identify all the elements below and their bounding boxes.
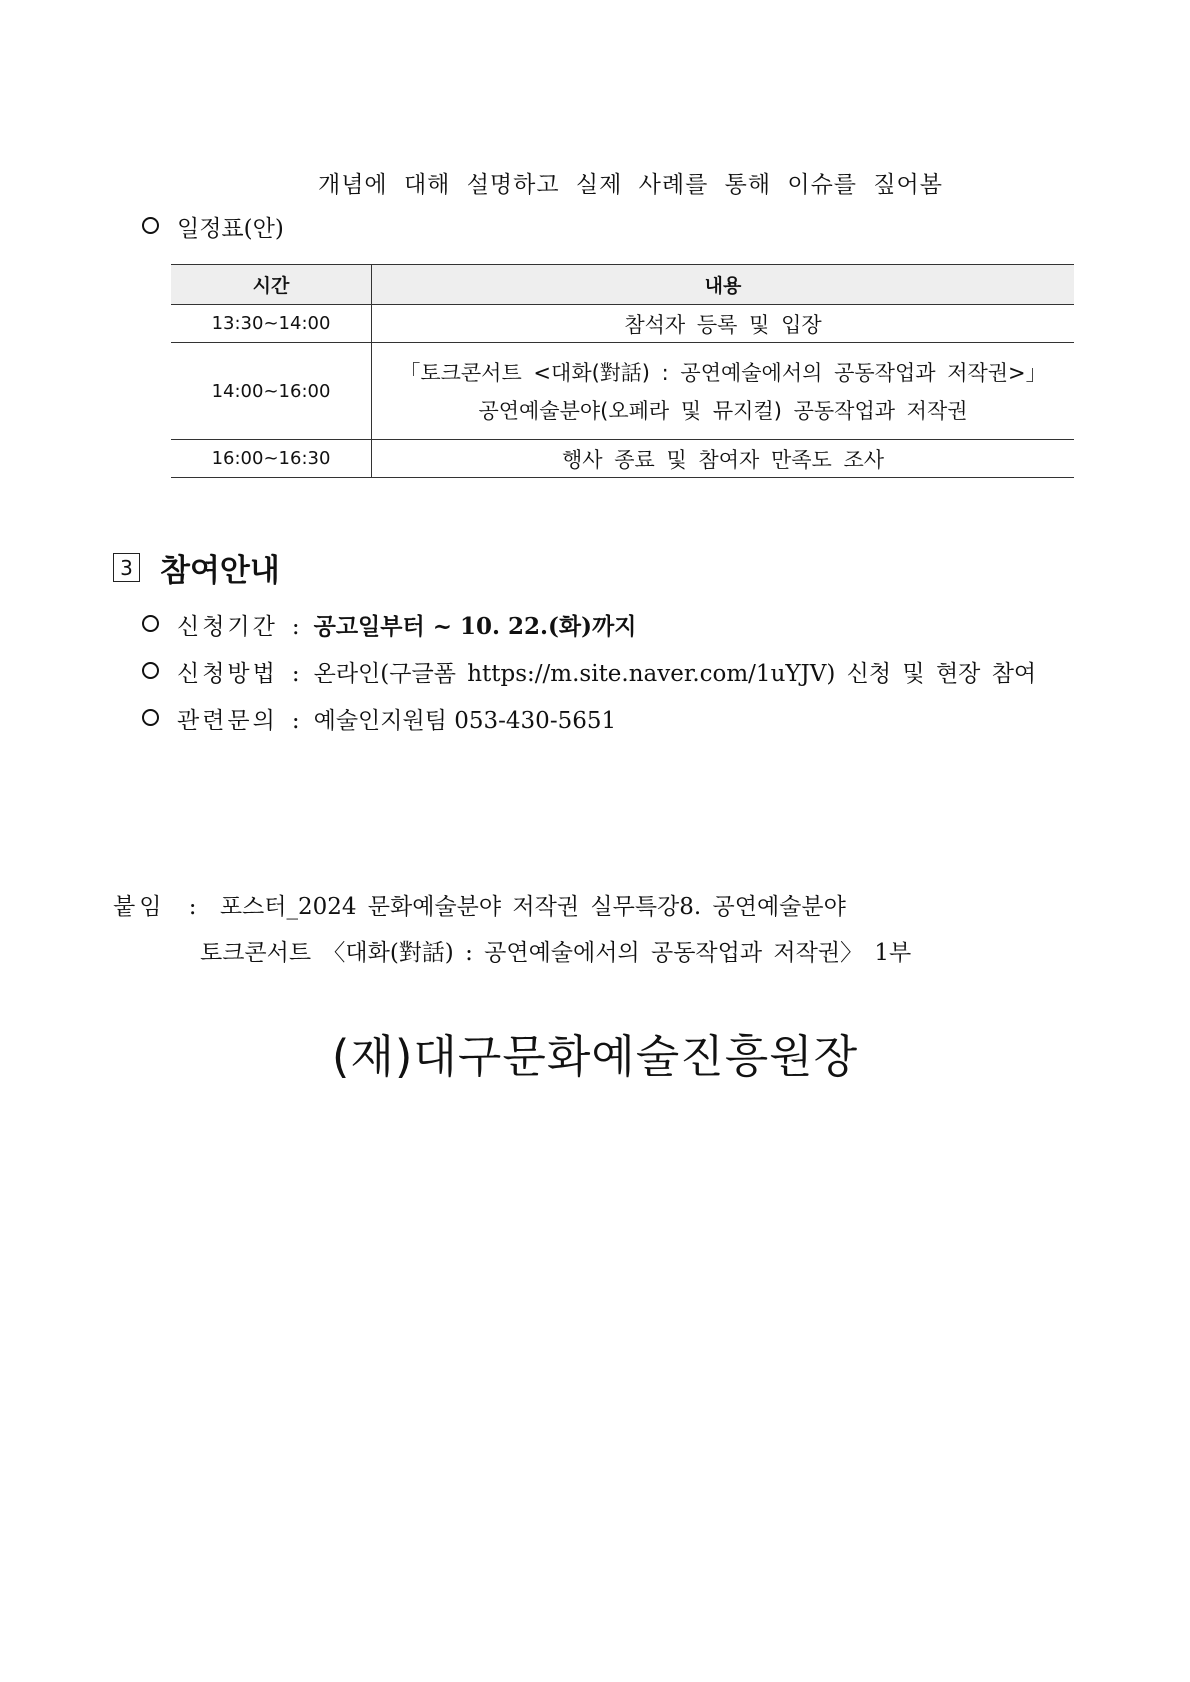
apply-method-item (142, 655, 1036, 688)
row-content-line: 공연예술분야(오페라 및 뮤지컬) 공동작업과 저작권 (478, 399, 968, 423)
table-row (171, 305, 1074, 343)
row-content: 참석자 등록 및 입장 (372, 305, 1075, 343)
schedule-table (171, 264, 1074, 478)
item-label: 신청방법 (177, 661, 278, 687)
item-value: 공고일부터 ~ 10. 22.(화)까지 (313, 613, 637, 640)
row-content: 행사 종료 및 참여자 만족도 조사 (372, 440, 1075, 478)
circle-bullet-icon (142, 662, 159, 679)
schedule-heading (142, 210, 284, 243)
item-colon: : (291, 661, 300, 687)
section-heading (113, 545, 280, 590)
attachment-colon: : (188, 894, 197, 920)
issuer-name: (재)대구문화예술진흥원장 (331, 1030, 859, 1083)
item-colon: : (291, 614, 300, 640)
row-time: 13:30~14:00 (171, 305, 372, 343)
row-content (372, 343, 1075, 440)
table-row (171, 440, 1074, 478)
item-value: 예술인지원팀 053-430-5651 (313, 708, 617, 734)
schedule-title: 일정표(안) (177, 216, 284, 242)
attachment-line-1 (113, 888, 846, 921)
table-row (171, 343, 1074, 440)
contact-item (142, 702, 616, 735)
apply-period-item (142, 608, 636, 641)
item-label: 신청기간 (177, 614, 278, 640)
row-time: 14:00~16:00 (171, 343, 372, 440)
attachment-label: 붙임 (113, 894, 166, 920)
row-time: 16:00~16:30 (171, 440, 372, 478)
attachment-text: 포스터_2024 문화예술분야 저작권 실무특강8. 공연예술분야 (219, 894, 846, 920)
section-title: 참여안내 (160, 553, 280, 589)
row-content-line: 「토크콘서트 <대화(對話) : 공연예술에서의 공동작업과 저작권>」 (399, 361, 1047, 385)
table-header-row (171, 265, 1074, 305)
circle-bullet-icon (142, 217, 159, 234)
header-time: 시간 (171, 265, 372, 305)
section-number-box: 3 (113, 553, 140, 582)
item-label: 관련문의 (177, 708, 278, 734)
circle-bullet-icon (142, 709, 159, 726)
attachment-line-2: 토크콘서트 〈대화(對話) : 공연예술에서의 공동작업과 저작권〉 1부 (200, 940, 912, 966)
header-content: 내용 (372, 265, 1075, 305)
item-colon: : (291, 708, 300, 734)
circle-bullet-icon (142, 615, 159, 632)
continuation-text: 개념에 대해 설명하고 실제 사례를 통해 이슈를 짚어봄 (318, 172, 943, 198)
item-value: 온라인(구글폼 https://m.site.naver.com/1uYJV) 신청 및 현장 참여 (313, 661, 1037, 687)
